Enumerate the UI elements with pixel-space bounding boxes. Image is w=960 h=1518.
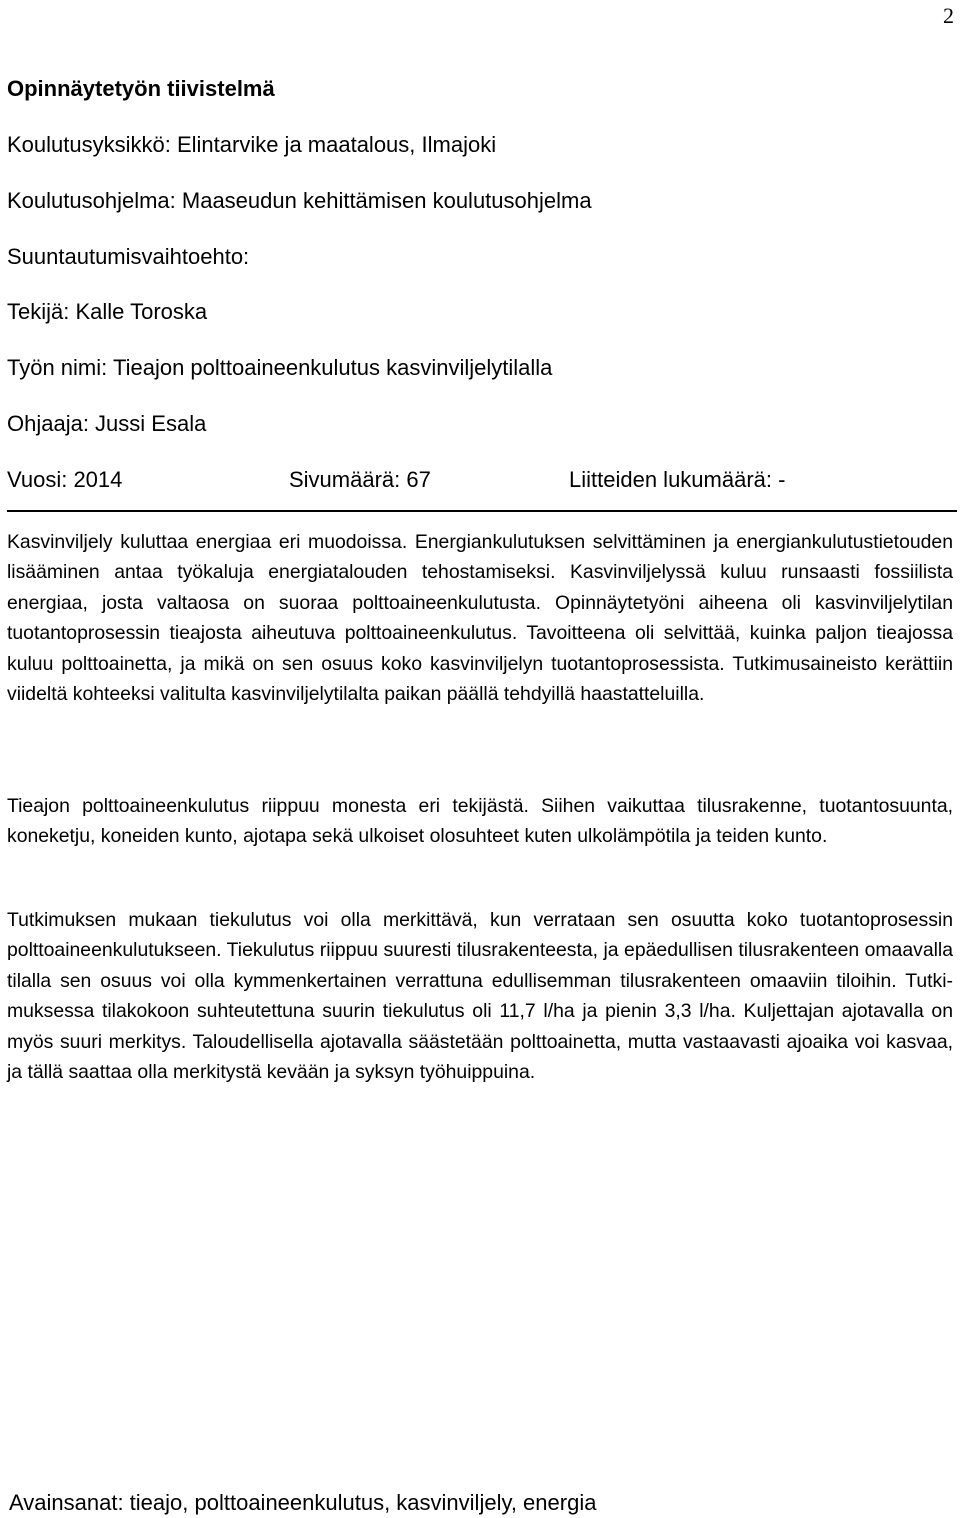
thesis-title-field: Työn nimi: Tieajon polttoaineenkulutus kasvinviljelytilalla — [7, 355, 553, 380]
keywords: Avainsanat: tieajo, polttoaineenkulutus, kasvinviljely, energia — [9, 1490, 597, 1515]
divider-line — [7, 510, 957, 512]
programme-field: Koulutusohjelma: Maaseudun kehittämisen koulutusohjelma — [7, 188, 592, 213]
year-field: Vuosi: 2014 — [7, 467, 123, 492]
appendices-field: Liitteiden lukumäärä: - — [569, 467, 786, 492]
author-field: Tekijä: Kalle Toroska — [7, 299, 208, 324]
abstract-paragraph-3: Tutkimuksen mukaan tiekulutus voi olla merkittävä, kun verrataan sen osuutta koko tuotantoprosessin polttoaineenkulutukseen. Tiekulutus riippuu suuresti tilusrakenteesta, ja epäedullisen tilusrakenteen omaavalla tilalla sen osuus voi olla kymmenkertainen verrattuna edullisemman tilusrakenteen omaaviin tiloihin. Tutkimuksessa tilakokoon suhteutettuna suurin tiekulutus oli 11,7 l/ha ja pienin 3,3 l/ha. Kuljettajan ajotavalla on myös suuri merkitys. Taloudellisella ajotavalla säästetään polttoainetta, mutta vastaavasti ajoaika voi kasvaa, ja tällä saattaa olla merkitystä kevään ja syksyn työhuippuina. — [7, 909, 953, 1084]
specialisation-field: Suuntautumisvaihtoehto: — [7, 244, 250, 269]
abstract-paragraph-2: Tieajon polttoaineenkulutus riippuu monesta eri tekijästä. Siihen vaikuttaa tilusrakenne, tuotantosuunta, koneketju, koneiden kunto, ajotapa sekä ulkoiset olosuhteet kuten ulkolämpötila ja teiden kunto. — [7, 795, 953, 848]
metadata-row — [7, 465, 953, 495]
unit-field: Koulutusyksikkö: Elintarvike ja maatalous, Ilmajoki — [7, 132, 497, 157]
page-title: Opinnäytetyön tiivistelmä — [7, 76, 275, 101]
supervisor-field: Ohjaaja: Jussi Esala — [7, 411, 207, 436]
abstract-paragraph-1: Kasvinviljely kuluttaa energiaa eri muodoissa. Energiankulutuksen selvittäminen ja energiankulutustietouden lisääminen antaa työkaluja energiatalouden tehostamiseksi. Kasvinviljelyssä kuluu runsaasti fossiilista energiaa, josta valtaosa on suoraa polttoaineenkulutusta. Opinnäytetyöni aiheena oli kasvinviljelytilan tuotantoprosessin tieajosta aiheutuva polttoaineenkulutus. Tavoitteena oli selvittää, kuinka paljon tieajossa kuluu polttoainetta, ja mikä on sen osuus koko kasvinviljelyn tuotantoprosessista. Tutkimusaineisto kerättiin viideltä kohteeksi valitulta kasvinviljelytilalta paikan päällä tehdyillä haastatteluilla. — [7, 531, 953, 706]
pages-field: Sivumäärä: 67 — [289, 467, 431, 492]
page-number: 2 — [943, 3, 954, 28]
